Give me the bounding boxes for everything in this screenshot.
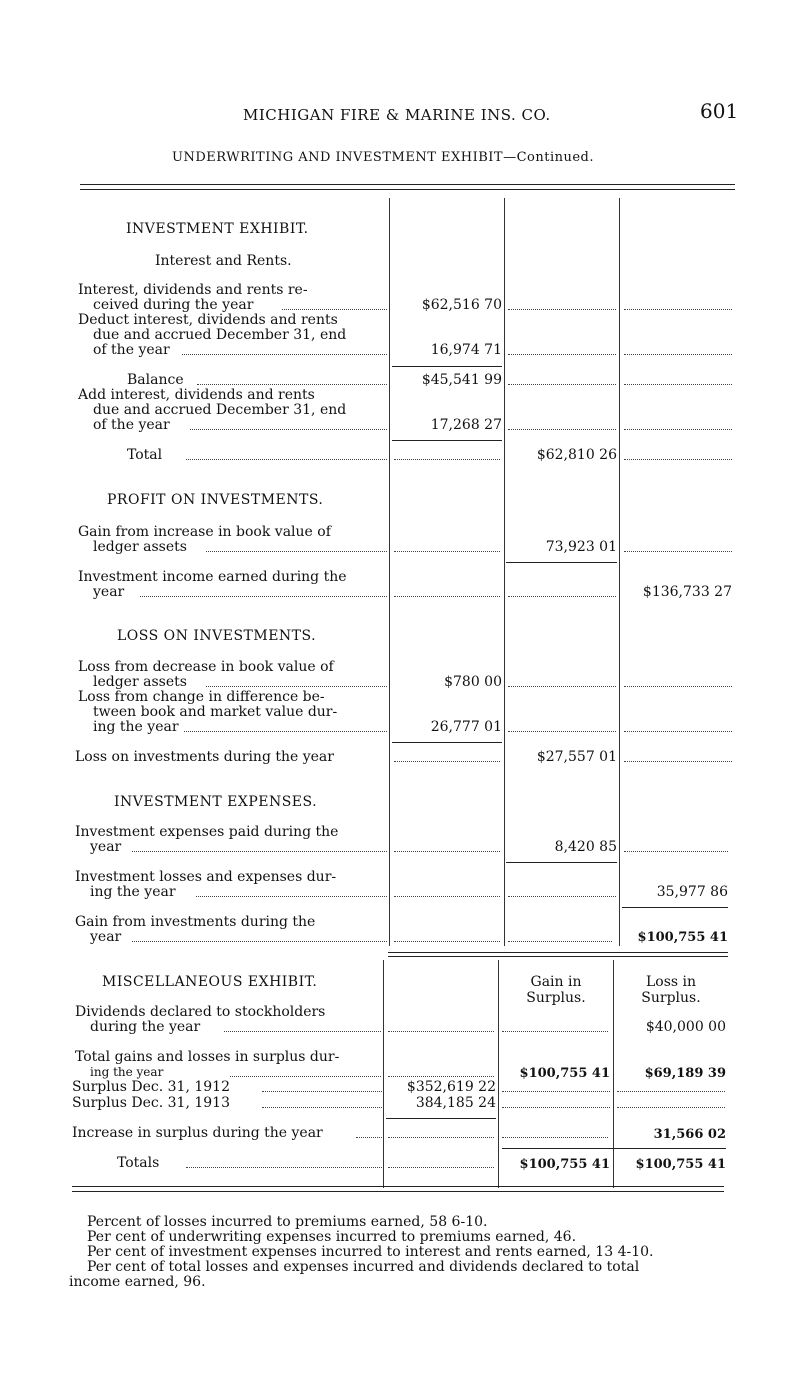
footnote: Per cent of underwriting expenses incurred to premiums earned, 46. [87, 1229, 577, 1245]
section-rule-2 [388, 956, 728, 957]
row-label: Balance [127, 372, 184, 388]
column-rule-3-lower [613, 960, 614, 1188]
dot-leader [186, 1167, 382, 1168]
dot-leader [388, 1137, 494, 1138]
row-label: Interest, dividends and rents re- [78, 282, 308, 298]
cell-value: 8,420 85 [554, 839, 617, 855]
dot-leader [508, 354, 616, 355]
investment-exhibit-heading: INVESTMENT EXHIBIT. [126, 221, 309, 237]
row-label: Dividends declared to stockholders [75, 1004, 326, 1020]
dot-leader [186, 459, 387, 460]
running-title: MICHIGAN FIRE & MARINE INS. CO. [243, 106, 551, 124]
dot-leader [624, 354, 732, 355]
row-label: of the year [93, 417, 170, 433]
dot-leader [508, 896, 616, 897]
cell-value: $780 00 [444, 674, 502, 690]
sum-rule [622, 907, 728, 908]
row-label: tween book and market value dur- [93, 704, 338, 720]
cell-value: 16,974 71 [430, 342, 502, 358]
row-label: Gain from increase in book value of [78, 524, 331, 540]
dot-leader [262, 1107, 382, 1108]
dot-leader [502, 1091, 610, 1092]
cell-value: $100,755 41 [635, 1157, 726, 1172]
dot-leader [394, 896, 500, 897]
cell-value: $62,810 26 [536, 447, 617, 463]
profit-heading: PROFIT ON INVESTMENTS. [107, 492, 324, 508]
row-label: Investment expenses paid during the [75, 824, 339, 840]
cell-value: 17,268 27 [430, 417, 502, 433]
row-label: Loss from decrease in book value of [78, 659, 334, 675]
row-label: Loss on investments during the year [75, 749, 334, 765]
dot-leader [508, 596, 616, 597]
cell-value: 384,185 24 [415, 1095, 496, 1111]
column-rule-3 [619, 198, 620, 946]
dot-leader [502, 1137, 608, 1138]
cell-value: $69,189 39 [644, 1066, 726, 1081]
cell-value: $62,516 70 [421, 297, 502, 313]
sum-rule [506, 562, 617, 563]
bottom-rule-2 [72, 1191, 724, 1192]
dot-leader [196, 896, 387, 897]
row-label: Investment income earned during the [78, 569, 347, 585]
row-label: ing the year [93, 719, 179, 735]
column-rule-1 [389, 198, 390, 946]
footnote: Percent of losses incurred to premiums earned, 58 6-10. [87, 1214, 488, 1230]
dot-leader [356, 1137, 382, 1138]
row-label: ing the year [90, 884, 176, 900]
footnote: Per cent of investment expenses incurred to interest and rents earned, 13 4-10. [87, 1244, 654, 1260]
dot-leader [508, 686, 616, 687]
top-rule-2 [80, 189, 735, 190]
dot-leader [624, 551, 732, 552]
sum-rule [502, 1148, 726, 1149]
dot-leader [394, 596, 500, 597]
dot-leader [624, 851, 728, 852]
bottom-rule [72, 1186, 724, 1187]
row-label: Totals [117, 1155, 160, 1171]
dot-leader [206, 686, 387, 687]
misc-heading: MISCELLANEOUS EXHIBIT. [102, 974, 318, 990]
dot-leader [388, 1167, 494, 1168]
dot-leader [394, 551, 500, 552]
cell-value: 73,923 01 [545, 539, 617, 555]
row-label: Deduct interest, dividends and rents [78, 312, 338, 328]
dot-leader [394, 941, 500, 942]
dot-leader [624, 731, 732, 732]
cell-value: $100,755 41 [637, 930, 728, 945]
cell-value: $100,755 41 [519, 1066, 610, 1081]
col-header-gain-2: Surplus. [526, 990, 586, 1006]
row-label: Gain from investments during the [75, 914, 316, 930]
dot-leader [624, 459, 732, 460]
expenses-heading: INVESTMENT EXPENSES. [114, 794, 318, 810]
cell-value: $40,000 00 [645, 1019, 726, 1035]
dot-leader [624, 384, 732, 385]
row-label: year [90, 839, 122, 855]
col-header-gain: Gain in [530, 974, 582, 990]
dot-leader [624, 429, 732, 430]
dot-leader [508, 309, 616, 310]
sum-rule [392, 366, 502, 367]
dot-leader [394, 459, 500, 460]
cell-value: $27,557 01 [536, 749, 617, 765]
section-rule [388, 952, 728, 953]
dot-leader [394, 851, 500, 852]
row-label: ledger assets [93, 539, 187, 555]
dot-leader [502, 1107, 610, 1108]
cell-value: $100,755 41 [519, 1157, 610, 1172]
footnote: Per cent of total losses and expenses incurred and dividends declared to total [87, 1259, 640, 1275]
dot-leader [190, 429, 387, 430]
row-label: due and accrued December 31, end [93, 402, 347, 418]
cell-value: $136,733 27 [642, 584, 732, 600]
row-label: due and accrued December 31, end [93, 327, 347, 343]
dot-leader [617, 1091, 725, 1092]
dot-leader [197, 384, 387, 385]
dot-leader [508, 731, 616, 732]
row-label: Total gains and losses in surplus dur- [75, 1049, 340, 1065]
dot-leader [624, 309, 732, 310]
page-subtitle: UNDERWRITING AND INVESTMENT EXHIBIT—Continued. [172, 150, 594, 165]
cell-value: 26,777 01 [430, 719, 502, 735]
loss-heading: LOSS ON INVESTMENTS. [117, 628, 317, 644]
dot-leader [388, 1076, 494, 1077]
dot-leader [624, 761, 732, 762]
dot-leader [508, 941, 612, 942]
cell-value: 31,566 02 [653, 1127, 726, 1142]
row-label: Investment losses and expenses dur- [75, 869, 337, 885]
dot-leader [224, 1031, 381, 1032]
row-label: ing the year [90, 1065, 164, 1079]
row-label: Surplus Dec. 31, 1912 [72, 1079, 230, 1095]
cell-value: 35,977 86 [656, 884, 728, 900]
row-label: during the year [90, 1019, 201, 1035]
top-rule [80, 184, 735, 185]
row-label: of the year [93, 342, 170, 358]
dot-leader [184, 731, 387, 732]
cell-value: $45,541 99 [421, 372, 502, 388]
col-header-loss-2: Surplus. [641, 990, 701, 1006]
footnote: income earned, 96. [69, 1274, 206, 1290]
col-header-loss: Loss in [645, 974, 697, 990]
sum-rule [392, 742, 502, 743]
column-rule-1-lower [383, 960, 384, 1188]
dot-leader [230, 1076, 381, 1077]
row-label: year [90, 929, 122, 945]
column-rule-2 [504, 198, 505, 946]
dot-leader [508, 384, 616, 385]
dot-leader [262, 1091, 382, 1092]
dot-leader [502, 1031, 608, 1032]
row-label: ceived during the year [93, 297, 254, 313]
row-label: year [93, 584, 125, 600]
interest-rents-subheading: Interest and Rents. [155, 253, 292, 269]
dot-leader [132, 941, 387, 942]
dot-leader [624, 686, 732, 687]
dot-leader [508, 429, 616, 430]
dot-leader [282, 309, 387, 310]
row-label: Increase in surplus during the year [72, 1125, 323, 1141]
column-rule-2-lower [498, 960, 499, 1188]
sum-rule [386, 1118, 496, 1119]
cell-value: $352,619 22 [406, 1079, 496, 1095]
sum-rule [506, 862, 617, 863]
page-number: 601 [700, 99, 739, 123]
dot-leader [617, 1107, 725, 1108]
row-label: Total [127, 447, 163, 463]
row-label: ledger assets [93, 674, 187, 690]
row-label: Loss from change in difference be- [78, 689, 325, 705]
dot-leader [182, 354, 387, 355]
row-label: Add interest, dividends and rents [78, 387, 315, 403]
row-label: Surplus Dec. 31, 1913 [72, 1095, 230, 1111]
sum-rule [392, 440, 502, 441]
dot-leader [206, 551, 387, 552]
dot-leader [388, 1031, 494, 1032]
dot-leader [394, 761, 500, 762]
dot-leader [132, 851, 387, 852]
dot-leader [140, 596, 387, 597]
